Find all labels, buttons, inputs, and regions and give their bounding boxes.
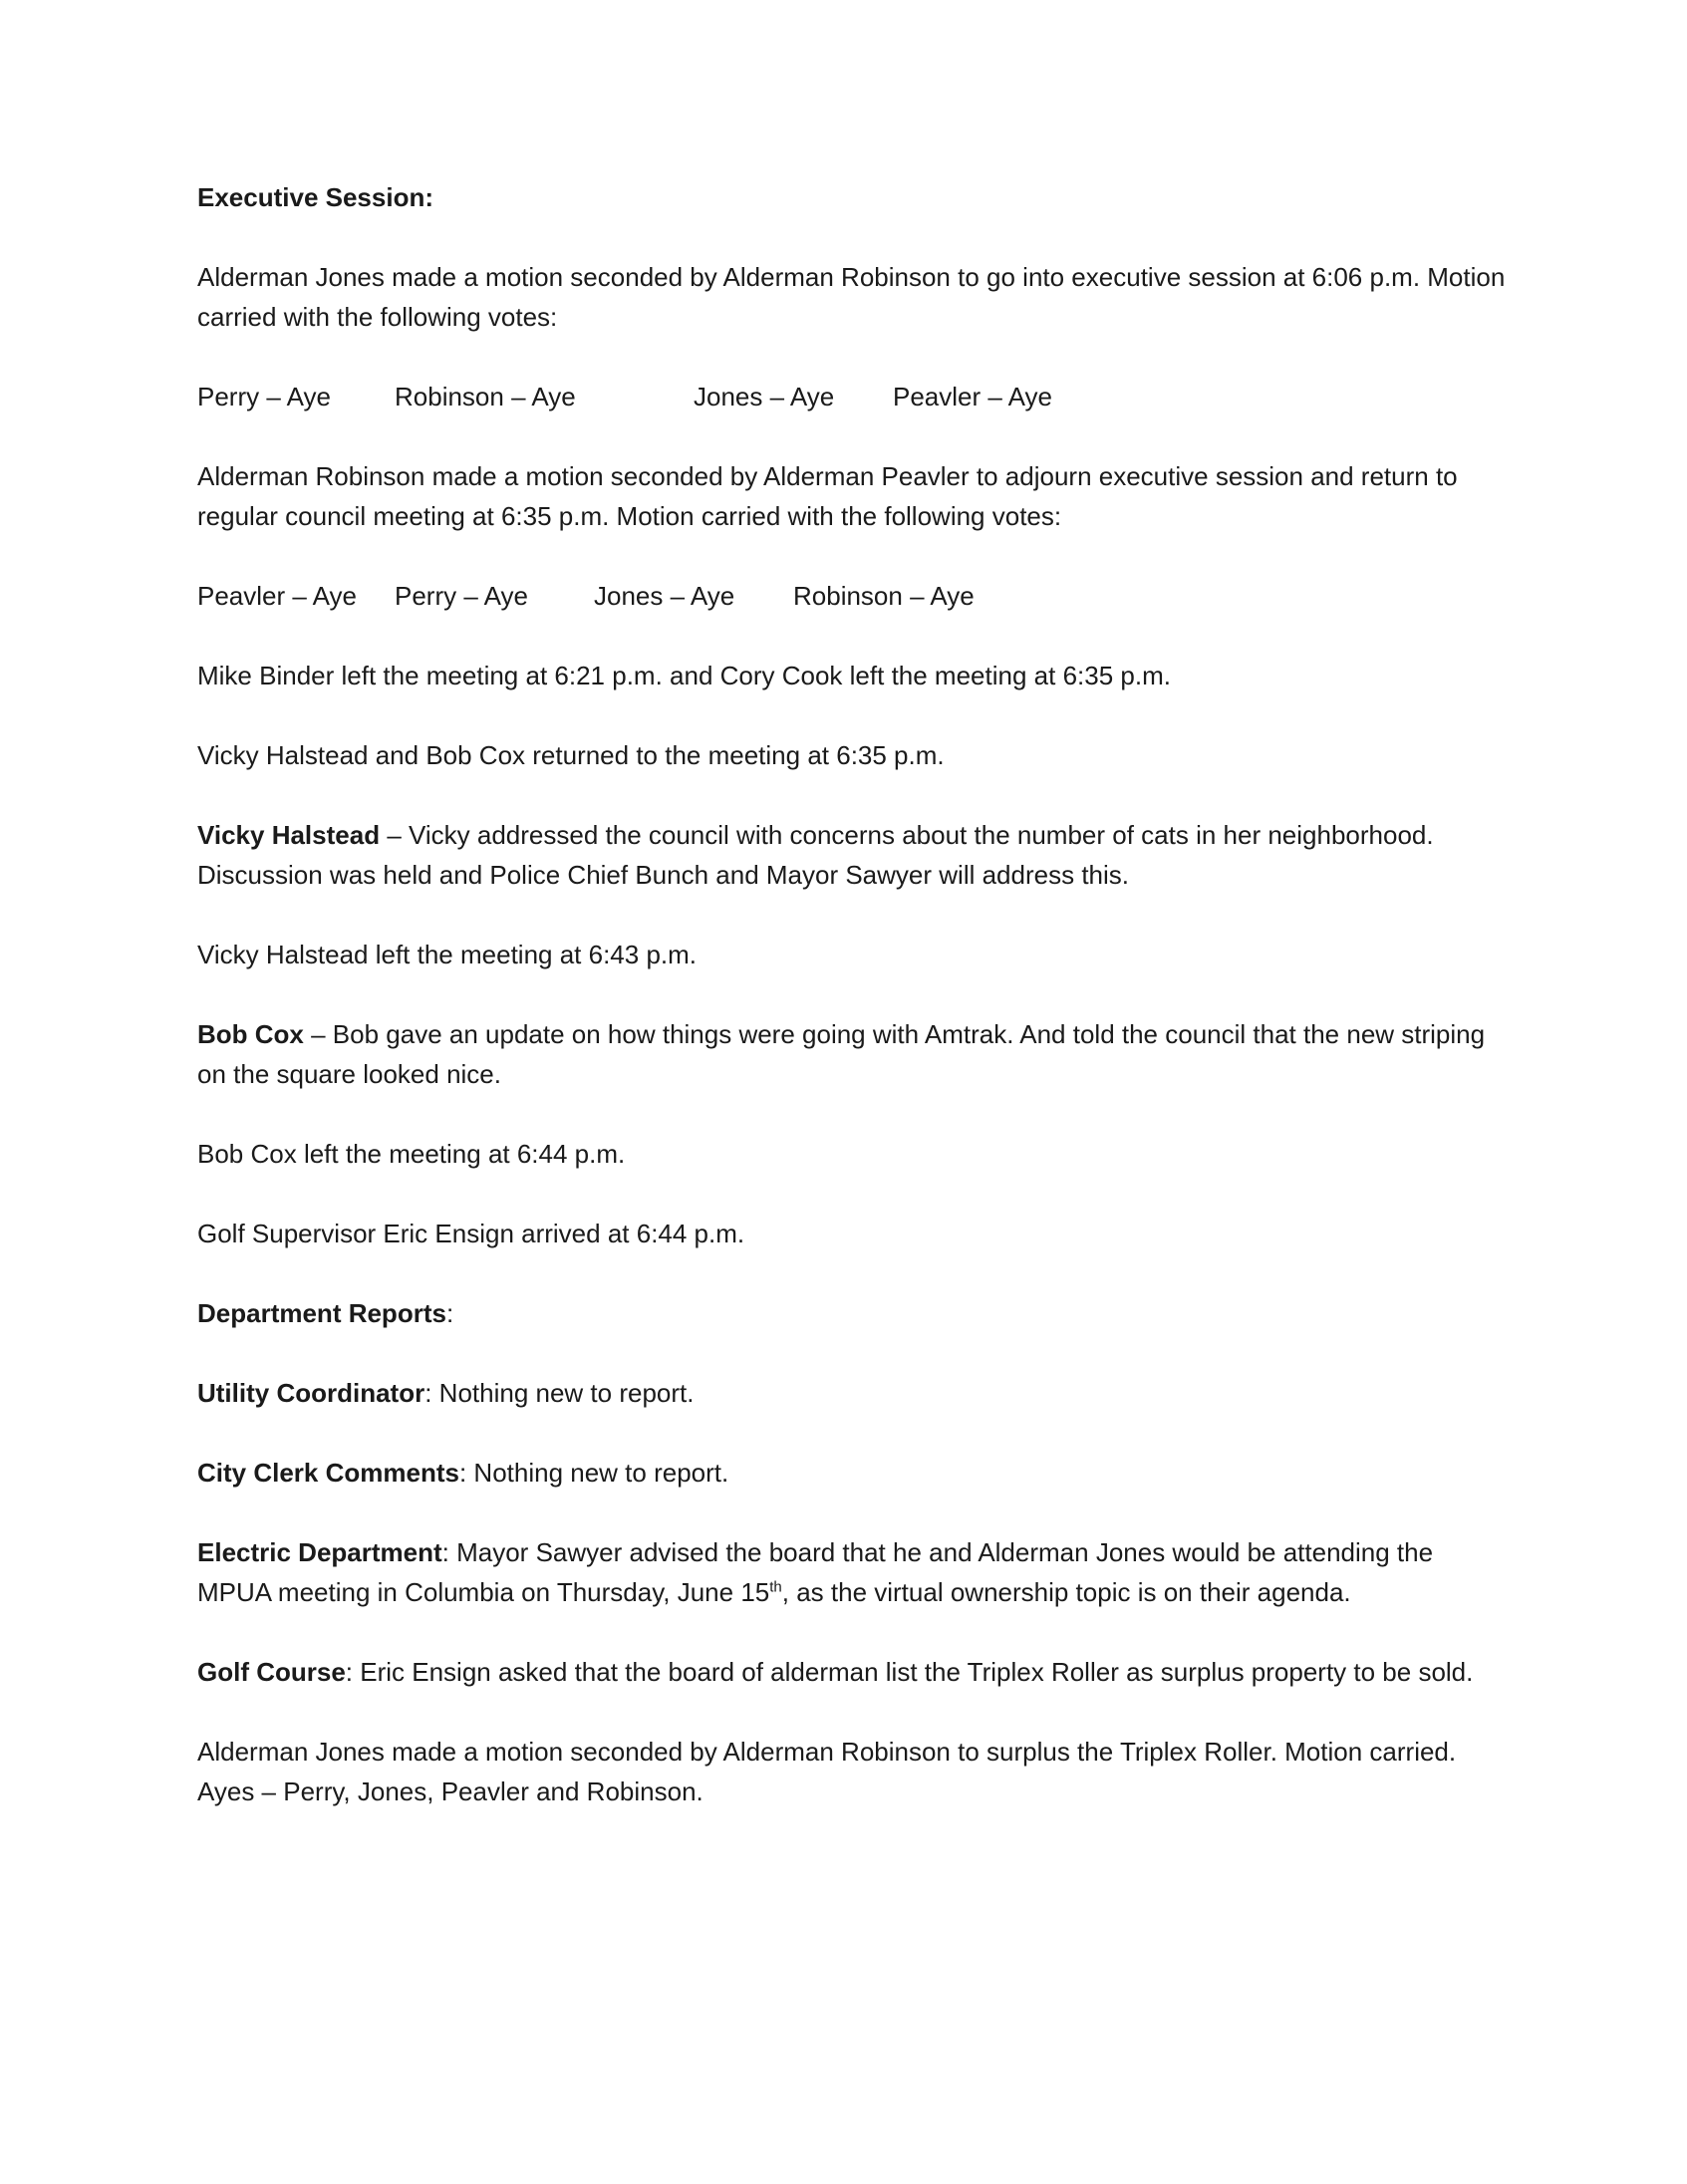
vote-row-1: [197, 377, 1513, 416]
department-reports-label: Department Reports: [197, 1298, 446, 1328]
halstead-section: [197, 815, 1513, 895]
vote-jones: Jones – Aye: [694, 382, 835, 411]
electric-department-report: [197, 1532, 1513, 1612]
vote-robinson: Robinson – Aye: [793, 581, 975, 611]
executive-session-motion: Alderman Jones made a motion seconded by Alderman Robinson to go into executive session at 6:06 p.m. Motion carried with the following votes:: [197, 262, 1506, 332]
utility-coordinator-report: [197, 1373, 1513, 1413]
ensign-arrived-note: Golf Supervisor Eric Ensign arrived at 6:44 p.m.: [197, 1219, 745, 1248]
halstead-text: – Vicky addressed the council with concerns about the number of cats in her neighborhood. Discussion was held and Police Chief Bunch and Mayor Sawyer will address this.: [197, 820, 1434, 890]
electric-department-text-end: , as the virtual ownership topic is on their agenda.: [781, 1577, 1351, 1607]
vote-peavler: Peavler – Aye: [893, 382, 1052, 411]
surplus-motion: Alderman Jones made a motion seconded by Alderman Robinson to surplus the Triplex Roller. Motion carried. Ayes – Perry, Jones, Peavler and Robinson.: [197, 1737, 1457, 1806]
vote-peavler: Peavler – Aye: [197, 581, 357, 611]
halstead-name: Vicky Halstead: [197, 820, 381, 850]
vote-perry: Perry – Aye: [395, 581, 528, 611]
department-reports-colon: :: [445, 1298, 454, 1328]
minutes-page: [197, 177, 1513, 1851]
city-clerk-report: [197, 1453, 1513, 1493]
adjourn-motion: Alderman Robinson made a motion seconded by Alderman Peavler to adjourn executive session and return to regular council meeting at 6:35 p.m. Motion carried with the following votes:: [197, 461, 1458, 531]
halstead-left-note: Vicky Halstead left the meeting at 6:43 p.m.: [197, 940, 698, 969]
utility-coordinator-text: : Nothing new to report.: [424, 1378, 695, 1408]
binder-cook-note: Mike Binder left the meeting at 6:21 p.m. and Cory Cook left the meeting at 6:35 p.m.: [197, 661, 1171, 690]
cox-left-note: Bob Cox left the meeting at 6:44 p.m.: [197, 1139, 626, 1169]
vote-robinson: Robinson – Aye: [395, 382, 576, 411]
golf-course-label: Golf Course: [197, 1657, 346, 1687]
halstead-cox-return-note: Vicky Halstead and Bob Cox returned to the meeting at 6:35 p.m.: [197, 740, 945, 770]
city-clerk-text: : Nothing new to report.: [458, 1458, 729, 1488]
executive-session-heading: Executive Session:: [197, 182, 433, 212]
cox-text: – Bob gave an update on how things were going with Amtrak. And told the council that the new striping on the square looked nice.: [197, 1019, 1486, 1089]
vote-row-2: [197, 576, 1513, 616]
date-ordinal-suffix: th: [769, 1578, 782, 1596]
golf-course-report: [197, 1652, 1513, 1692]
golf-course-text: : Eric Ensign asked that the board of alderman list the Triplex Roller as surplus property to be sold.: [345, 1657, 1474, 1687]
cox-section: [197, 1014, 1513, 1094]
utility-coordinator-label: Utility Coordinator: [197, 1378, 425, 1408]
vote-jones: Jones – Aye: [594, 581, 735, 611]
city-clerk-label: City Clerk Comments: [197, 1458, 459, 1488]
cox-name: Bob Cox: [197, 1019, 304, 1049]
electric-department-text: : Mayor Sawyer advised the board that he and Alderman Jones would be attending the MPUA meeting in Columbia on Thursday, June 15: [197, 1537, 1434, 1607]
vote-perry: Perry – Aye: [197, 382, 331, 411]
department-reports-heading: [197, 1293, 1513, 1333]
electric-department-label: Electric Department: [197, 1537, 442, 1567]
